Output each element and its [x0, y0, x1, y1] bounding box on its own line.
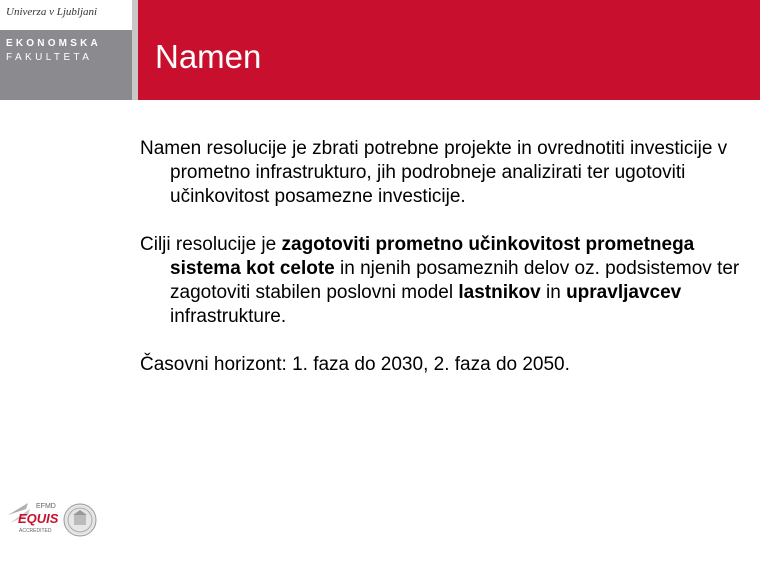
goals-emphasis-owners: lastnikov — [458, 282, 541, 303]
badge-top-text: EFMD — [36, 503, 56, 510]
faculty-name-line2: FAKULTETA — [6, 52, 93, 63]
university-logo — [0, 0, 132, 100]
university-seal-icon — [63, 503, 97, 537]
university-name: Univerza v Ljubljani — [6, 6, 98, 18]
slide-content — [140, 137, 746, 401]
goals-text-4: infrastrukture. — [170, 306, 287, 327]
paragraph-purpose: Namen resolucije je zbrati potrebne projekte in ovrednotiti investicije v prometno infrastrukturo, jih podrobneje analizirati ter ugotoviti učinkovitost posamezne investicije. — [140, 138, 728, 207]
paragraph-goals — [140, 233, 746, 329]
goals-text-1: Cilji resolucije je — [140, 234, 282, 255]
goals-emphasis-1: zagotoviti prometno učinkovitost prometnega sistema kot celote — [170, 234, 695, 279]
paragraph-timeline: Časovni horizont: 1. faza do 2030, 2. faza do 2050. — [140, 354, 570, 375]
goals-emphasis-managers: upravljavcev — [566, 282, 682, 303]
badge-sub-text: ACCREDITED — [19, 528, 52, 534]
goals-text-3: in — [540, 282, 567, 303]
slide-title: Namen — [155, 38, 262, 75]
goals-text-2: in njenih posameznih delov oz. podsistemov ter zagotoviti stabilen poslovni model — [170, 258, 740, 303]
badge-main-text: EQUIS — [18, 511, 59, 526]
faculty-name-line1: EKONOMSKA — [6, 38, 101, 49]
equis-badge — [6, 497, 68, 539]
